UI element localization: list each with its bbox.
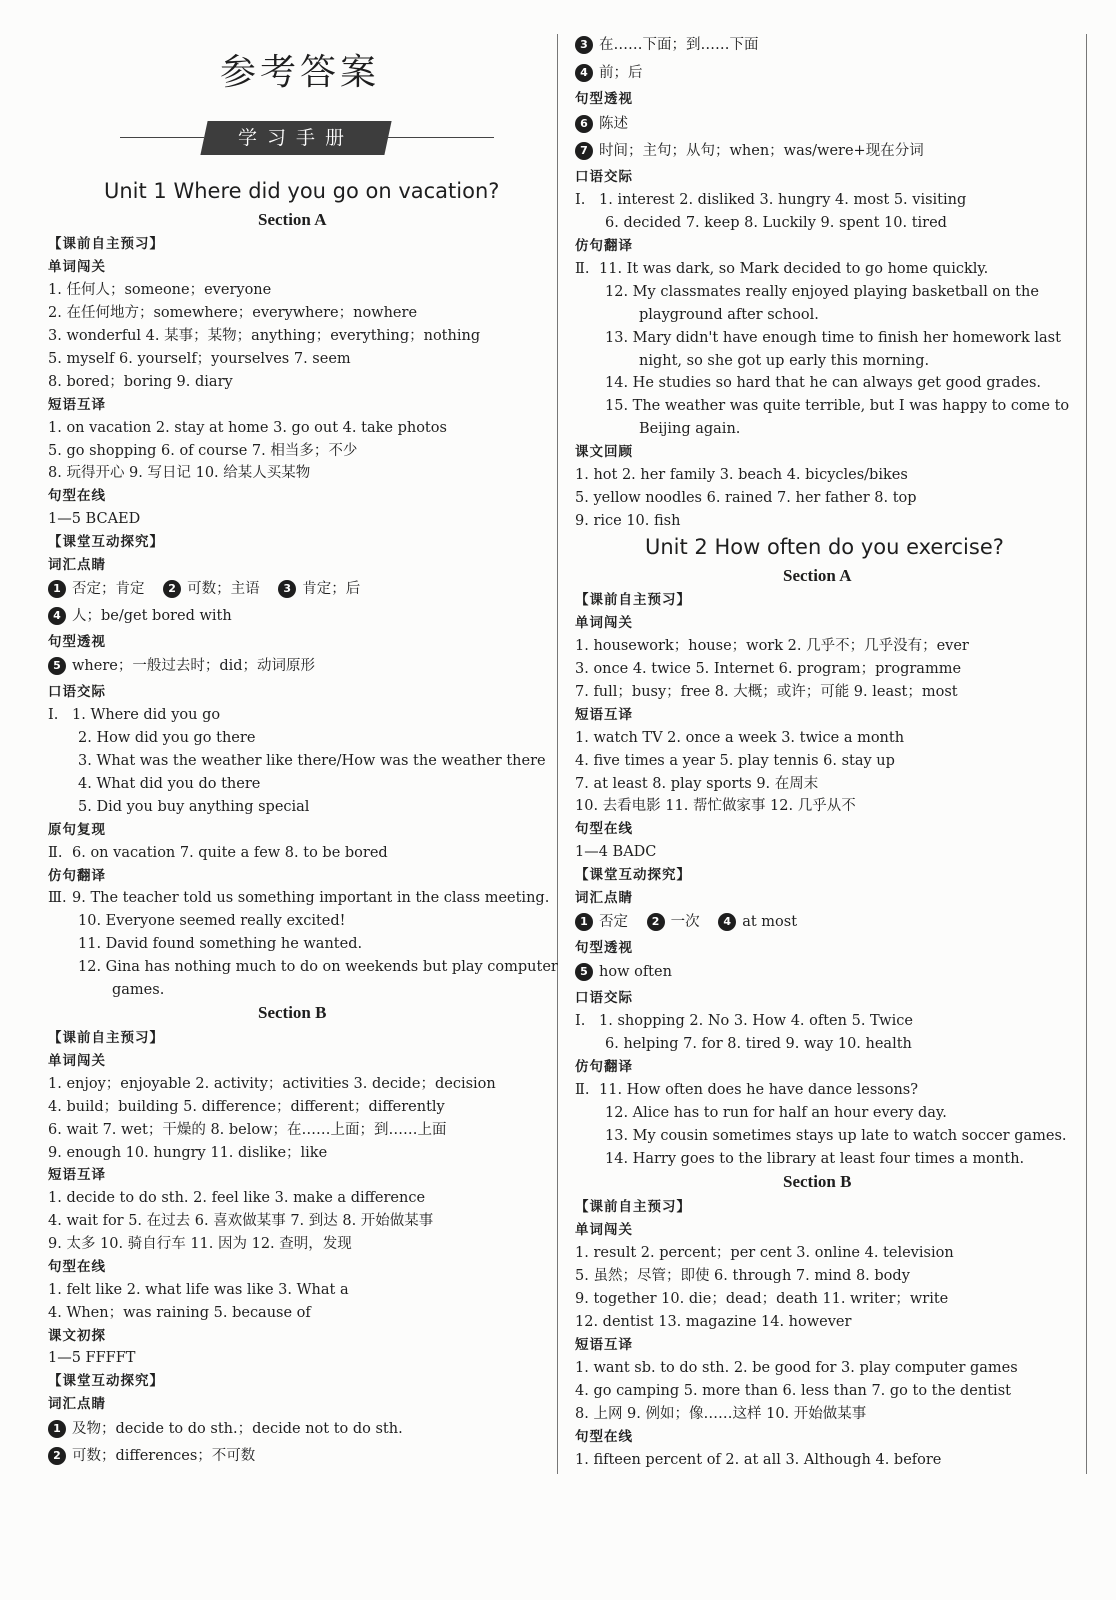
- heading: 【课堂互动探究】: [48, 1373, 164, 1389]
- answer-line: 12. Alice has to run for half an hour every day.: [605, 1105, 947, 1121]
- answer-line: 3 在……下面；到……下面: [575, 35, 759, 55]
- answer-line: 9. together 10. die；dead；death 11. writer；write: [575, 1291, 949, 1307]
- page-title: 参考答案: [220, 52, 381, 93]
- answer-line: 8. bored；boring 9. diary: [48, 374, 233, 390]
- answer-line: 1. watch TV 2. once a week 3. twice a month: [575, 730, 905, 746]
- heading: 课文初探: [48, 1328, 106, 1344]
- banner-rule-right: [388, 137, 494, 138]
- section-b-heading: Section B: [783, 1172, 852, 1191]
- answer-line: 1. housework；house；work 2. 几乎不；几乎没有；ever: [575, 638, 969, 654]
- heading: 仿句翻译: [575, 1059, 633, 1075]
- section-banner: 学习手册: [200, 121, 391, 155]
- answer-line: 1. on vacation 2. stay at home 3. go out 4. take photos: [48, 420, 447, 436]
- heading: 口语交际: [575, 169, 633, 185]
- answer-line: 1. fifteen percent of 2. at all 3. Although 4. before: [575, 1452, 942, 1468]
- answer-line: 1. felt like 2. what life was like 3. What a: [48, 1282, 349, 1298]
- answer-line: 4. When；was raining 5. because of: [48, 1305, 311, 1321]
- answer-line: Ⅲ. 9. The teacher told us something important in the class meeting.: [48, 890, 550, 906]
- answer-line: 4 人；be/get bored with: [48, 606, 232, 626]
- answer-line: 13. My cousin sometimes stays up late to watch soccer games.: [605, 1128, 1067, 1144]
- unit2-title: Unit 2 How often do you exercise?: [645, 535, 1004, 559]
- answer-line: 4 前；后: [575, 63, 643, 83]
- heading: 【课堂互动探究】: [48, 534, 164, 550]
- heading: 【课前自主预习】: [48, 236, 164, 252]
- answer-line: 1—5 FFFFT: [48, 1350, 136, 1366]
- heading: 单词闯关: [575, 1222, 633, 1238]
- heading: 词汇点睛: [575, 890, 633, 906]
- answer-line: 1. decide to do sth. 2. feel like 3. make a difference: [48, 1190, 426, 1206]
- answer-line: 10. 去看电影 11. 帮忙做家事 12. 几乎从不: [575, 798, 856, 814]
- answer-line: 1—5 BCAED: [48, 511, 141, 527]
- answer-line: 5. go shopping 6. of course 7. 相当多；不少: [48, 443, 358, 459]
- answer-line: 9. rice 10. fish: [575, 513, 681, 529]
- answer-line: 11. David found something he wanted.: [78, 936, 363, 952]
- answer-line: 1. want sb. to do sth. 2. be good for 3. play computer games: [575, 1360, 1018, 1376]
- heading: 单词闯关: [48, 259, 106, 275]
- answer-line: 5 where；一般过去时；did；动词原形: [48, 656, 315, 676]
- answer-line: Ⅰ. 1. Where did you go: [48, 707, 221, 723]
- answer-line: 14. Harry goes to the library at least four times a month.: [605, 1151, 1025, 1167]
- heading: 句型在线: [48, 488, 106, 504]
- right-border: [1086, 34, 1087, 1474]
- answer-line: 12. dentist 13. magazine 14. however: [575, 1314, 852, 1330]
- section-a-heading: Section A: [783, 566, 852, 585]
- answer-line: 6. wait 7. wet；干燥的 8. below；在……上面；到……上面: [48, 1122, 447, 1138]
- circled-number: 1: [48, 1420, 66, 1438]
- answer-line: Ⅱ. 11. It was dark, so Mark decided to go home quickly.: [575, 261, 989, 277]
- answer-line: 4. go camping 5. more than 6. less than 7. go to the dentist: [575, 1383, 1011, 1399]
- section-a-heading: Section A: [258, 210, 327, 229]
- answer-line: Ⅱ. 6. on vacation 7. quite a few 8. to be bored: [48, 845, 388, 861]
- heading: 仿句翻译: [575, 238, 633, 254]
- answer-line: 4. What did you do there: [78, 776, 261, 792]
- answer-line: 2 可数；differences；不可数: [48, 1446, 255, 1466]
- heading: 课文回顾: [575, 444, 633, 460]
- answer-line: 3. What was the weather like there/How was the weather there: [78, 753, 546, 769]
- answer-line: 4. build；building 5. difference；different；differently: [48, 1099, 445, 1115]
- answer-line: games.: [112, 982, 165, 998]
- heading: 词汇点睛: [48, 1396, 106, 1412]
- heading: 句型在线: [575, 1429, 633, 1445]
- answer-line: 5. Did you buy anything special: [78, 799, 310, 815]
- answer-line: 1 否定；肯定 2 可数；主语 3 肯定；后: [48, 579, 360, 599]
- answer-line: 1 及物；decide to do sth.；decide not to do sth.: [48, 1419, 403, 1439]
- answer-line: 9. 太多 10. 骑自行车 11. 因为 12. 查明，发现: [48, 1236, 352, 1252]
- answer-line: 8. 玩得开心 9. 写日记 10. 给某人买某物: [48, 465, 311, 481]
- heading: 句型透视: [48, 634, 106, 650]
- answer-line: 2. 在任何地方；somewhere；everywhere；nowhere: [48, 305, 418, 321]
- circled-number: 1: [575, 913, 593, 931]
- answer-line: 9. enough 10. hungry 11. dislike；like: [48, 1145, 328, 1161]
- answer-line: 5. myself 6. yourself；yourselves 7. seem: [48, 351, 351, 367]
- heading: 口语交际: [48, 684, 106, 700]
- heading: 原句复现: [48, 822, 106, 838]
- circled-number: 3: [278, 580, 296, 598]
- heading: 单词闯关: [575, 615, 633, 631]
- answer-line: 14. He studies so hard that he can always get good grades.: [605, 375, 1042, 391]
- circled-number: 2: [647, 913, 665, 931]
- answer-line: night, so she got up early this morning.: [639, 353, 930, 369]
- circled-number: 6: [575, 115, 593, 133]
- answer-line: 1. result 2. percent；per cent 3. online 4. television: [575, 1245, 954, 1261]
- circled-number: 2: [48, 1447, 66, 1465]
- circled-number: 4: [48, 607, 66, 625]
- banner-rule-left: [120, 137, 204, 138]
- heading: 短语互译: [575, 707, 633, 723]
- answer-line: 6 陈述: [575, 114, 628, 134]
- answer-line: 6. decided 7. keep 8. Luckily 9. spent 10. tired: [605, 215, 947, 231]
- answer-line: 3. once 4. twice 5. Internet 6. program；programme: [575, 661, 962, 677]
- answer-line: 5 how often: [575, 962, 672, 982]
- circled-number: 5: [48, 657, 66, 675]
- answer-line: 2. How did you go there: [78, 730, 256, 746]
- answer-line: Ⅱ. 11. How often does he have dance lessons?: [575, 1082, 919, 1098]
- heading: 【课前自主预习】: [575, 1199, 691, 1215]
- answer-line: playground after school.: [639, 307, 819, 323]
- answer-line: 10. Everyone seemed really excited!: [78, 913, 346, 929]
- circled-number: 7: [575, 142, 593, 160]
- circled-number: 4: [718, 913, 736, 931]
- answer-line: 7. at least 8. play sports 9. 在周末: [575, 776, 819, 792]
- answer-line: 1 否定 2 一次 4 at most: [575, 912, 797, 932]
- column-divider: [557, 34, 558, 1474]
- heading: 【课前自主预习】: [575, 592, 691, 608]
- answer-line: 7 时间；主句；从句；when；was/were+现在分词: [575, 141, 924, 161]
- circled-number: 1: [48, 580, 66, 598]
- answer-line: Beijing again.: [639, 421, 741, 437]
- unit1-title: Unit 1 Where did you go on vacation?: [104, 179, 500, 203]
- answer-line: 12. Gina has nothing much to do on weekends but play computer: [78, 959, 558, 975]
- circled-number: 2: [163, 580, 181, 598]
- answer-line: Ⅰ. 1. shopping 2. No 3. How 4. often 5. Twice: [575, 1013, 913, 1029]
- answer-line: 4. wait for 5. 在过去 6. 喜欢做某事 7. 到达 8. 开始做某事: [48, 1213, 434, 1229]
- circled-number: 5: [575, 963, 593, 981]
- answer-line: 1. enjoy；enjoyable 2. activity；activities 3. decide；decision: [48, 1076, 496, 1092]
- answer-line: 3. wonderful 4. 某事；某物；anything；everything；nothing: [48, 328, 481, 344]
- answer-line: 1. hot 2. her family 3. beach 4. bicycles/bikes: [575, 467, 908, 483]
- heading: 短语互译: [575, 1337, 633, 1353]
- heading: 词汇点睛: [48, 557, 106, 573]
- answer-line: 5. 虽然；尽管；即使 6. through 7. mind 8. body: [575, 1268, 910, 1284]
- answer-line: 13. Mary didn't have enough time to finish her homework last: [605, 330, 1061, 346]
- circled-number: 4: [575, 64, 593, 82]
- heading: 短语互译: [48, 1167, 106, 1183]
- answer-line: 4. five times a year 5. play tennis 6. stay up: [575, 753, 895, 769]
- heading: 口语交际: [575, 990, 633, 1006]
- heading: 句型在线: [48, 1259, 106, 1275]
- answer-line: 6. helping 7. for 8. tired 9. way 10. health: [605, 1036, 912, 1052]
- answer-line: 15. The weather was quite terrible, but I was happy to come to: [605, 398, 1070, 414]
- heading: 句型在线: [575, 821, 633, 837]
- answer-line: Ⅰ. 1. interest 2. disliked 3. hungry 4. most 5. visiting: [575, 192, 967, 208]
- heading: 仿句翻译: [48, 868, 106, 884]
- heading: 句型透视: [575, 940, 633, 956]
- answer-line: 12. My classmates really enjoyed playing basketball on the: [605, 284, 1039, 300]
- heading: 【课堂互动探究】: [575, 867, 691, 883]
- answer-line: 1—4 BADC: [575, 844, 657, 860]
- answer-line: 1. 任何人；someone；everyone: [48, 282, 272, 298]
- heading: 短语互译: [48, 397, 106, 413]
- heading: 【课前自主预习】: [48, 1030, 164, 1046]
- heading: 句型透视: [575, 91, 633, 107]
- answer-line: 8. 上网 9. 例如；像……这样 10. 开始做某事: [575, 1406, 867, 1422]
- heading: 单词闯关: [48, 1053, 106, 1069]
- section-b-heading: Section B: [258, 1003, 327, 1022]
- answer-line: 7. full；busy；free 8. 大概；或许；可能 9. least；most: [575, 684, 958, 700]
- circled-number: 3: [575, 36, 593, 54]
- answer-line: 5. yellow noodles 6. rained 7. her father 8. top: [575, 490, 917, 506]
